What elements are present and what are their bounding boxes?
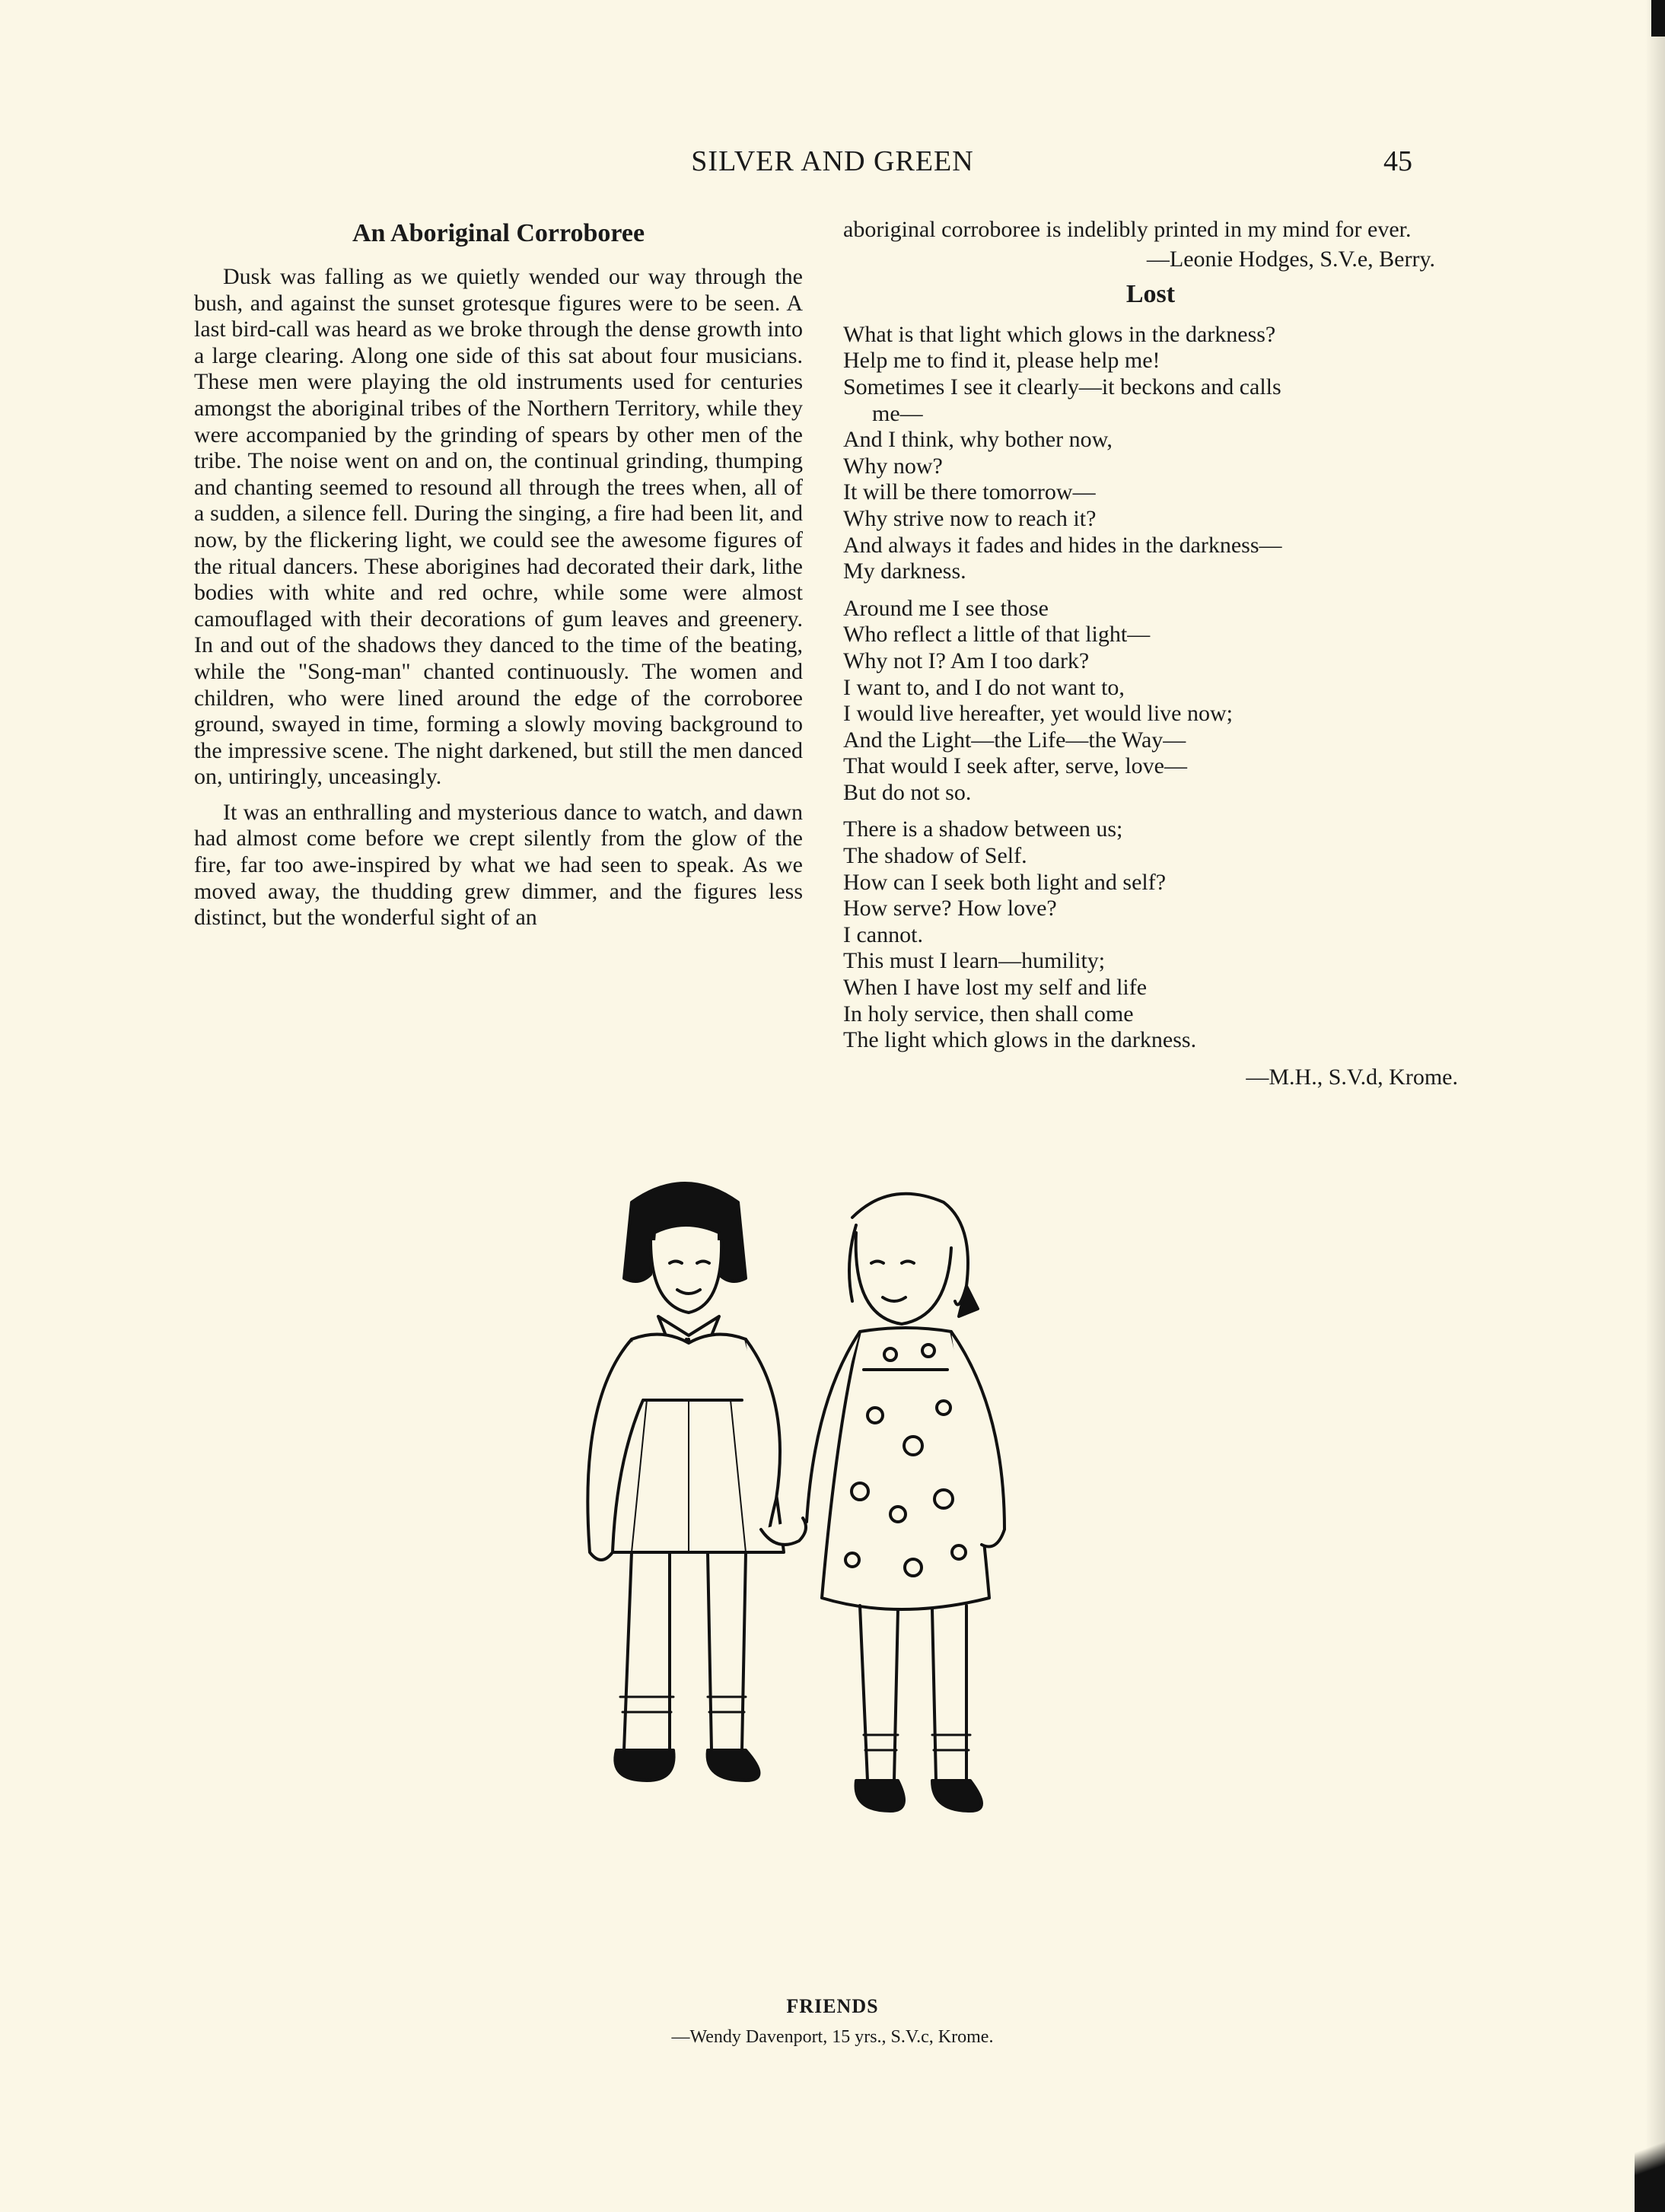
poem-line: And the Light—the Life—the Way— <box>843 727 1186 753</box>
poem-line: The light which glows in the darkness. <box>843 1027 1197 1053</box>
poem-line: Sometimes I see it clearly—it beckons and calls <box>843 374 1281 399</box>
poem-line: This must I learn—humility; <box>843 948 1106 974</box>
page-number: 45 <box>1383 145 1412 177</box>
article-column <box>194 217 803 940</box>
poem-author: —M.H., S.V.d, Krome. <box>1246 1064 1458 1090</box>
illustration-caption: FRIENDS <box>786 1995 879 2017</box>
poem-line: I want to, and I do not want to, <box>843 674 1125 700</box>
poem-line: I would live hereafter, yet would live now; <box>843 701 1233 727</box>
article-title: An Aboriginal Corroboree <box>352 219 645 247</box>
poem-column <box>843 217 1458 1090</box>
poem-line: How can I seek both light and self? <box>843 869 1167 895</box>
poem-line: In holy service, then shall come <box>843 1001 1134 1026</box>
running-head: SILVER AND GREEN <box>691 145 974 177</box>
poem-line: I cannot. <box>843 921 923 947</box>
poem-line: Help me to find it, please help me! <box>843 348 1160 374</box>
poem-line: But do not so. <box>843 779 972 805</box>
poem-title: Lost <box>1125 280 1176 309</box>
page-edge-shadow <box>1645 0 1665 2212</box>
poem-stanza-1 <box>843 322 1458 585</box>
article-paragraph-2: It was an enthralling and mysterious dance to watch, and dawn had almost come before we crept silently from the glow of the fire, far too awe-inspired by what we had seen to speak. As we moved away, the thudding grew dimmer, and the figures less distinct, but the wonderful sight of an <box>194 799 803 931</box>
poem-line: me— <box>872 400 923 426</box>
poem-line: That would I seek after, serve, love— <box>843 753 1187 779</box>
poem-line: What is that light which glows in the darkness? <box>843 321 1276 347</box>
poem-line: When I have lost my self and life <box>843 975 1148 1001</box>
friends-illustration <box>517 1172 1187 1978</box>
poem-stanza-3 <box>843 816 1458 1053</box>
poem-line: My darkness. <box>843 559 966 584</box>
poem-line: Around me I see those <box>843 595 1049 621</box>
poem-line: And always it fades and hides in the darkness— <box>843 532 1282 558</box>
article-continuation: aboriginal corroboree is indelibly printed in my mind for ever. <box>843 217 1412 242</box>
poem-line: Who reflect a little of that light— <box>843 622 1151 648</box>
poem-line: The shadow of Self. <box>843 843 1027 869</box>
scan-corner-bottom <box>1635 2105 1665 2212</box>
poem-stanza-2 <box>843 596 1458 807</box>
poem-line: Why now? <box>843 453 943 479</box>
article-paragraph-1: Dusk was falling as we quietly wended our way through the bush, and against the sunset grotesque figures were to be seen. A last bird-call was heard as we broke through the dense growth into a large clearing. Along one side of this sat about four musicians. These men were playing the old instruments used for centuries amongst the aboriginal tribes of the Northern Territory, while they were accompanied by the grinding of spears by other men of the tribe. The noise went on and on, the continual grinding, thumping and chanting seemed to resound all through the trees when, all of a sudden, a silence fell. During the singing, a fire had been lit, and now, by the flickering light, we could see the awesome figures of the ritual dancers. These aborigines had decorated their dark, lithe bodies with white and red ochre, while some were almost camouflaged with their decorations of gum leaves and greenery. In and out of the shadows they danced to the time of the beating, while the "Song-man" chanted continuously. The women and children, who were lined around the edge of the corroboree ground, swayed in time, forming a slowly moving background to the impressive scene. The night darkened, but still the men danced on, untiringly, unceasingly. <box>194 264 803 790</box>
poem-line: There is a shadow between us; <box>843 816 1123 842</box>
poem-line: Why not I? Am I too dark? <box>843 648 1090 673</box>
poem-line: And I think, why bother now, <box>843 427 1113 453</box>
poem-line: It will be there tomorrow— <box>843 479 1096 505</box>
scan-corner-top <box>1651 0 1665 37</box>
article-author: —Leonie Hodges, S.V.e, Berry. <box>1146 246 1435 272</box>
poem-line: Why strive now to reach it? <box>843 505 1097 531</box>
illustration-credit: —Wendy Davenport, 15 yrs., S.V.c, Krome. <box>671 2027 994 2047</box>
poem-line: How serve? How love? <box>843 896 1057 921</box>
